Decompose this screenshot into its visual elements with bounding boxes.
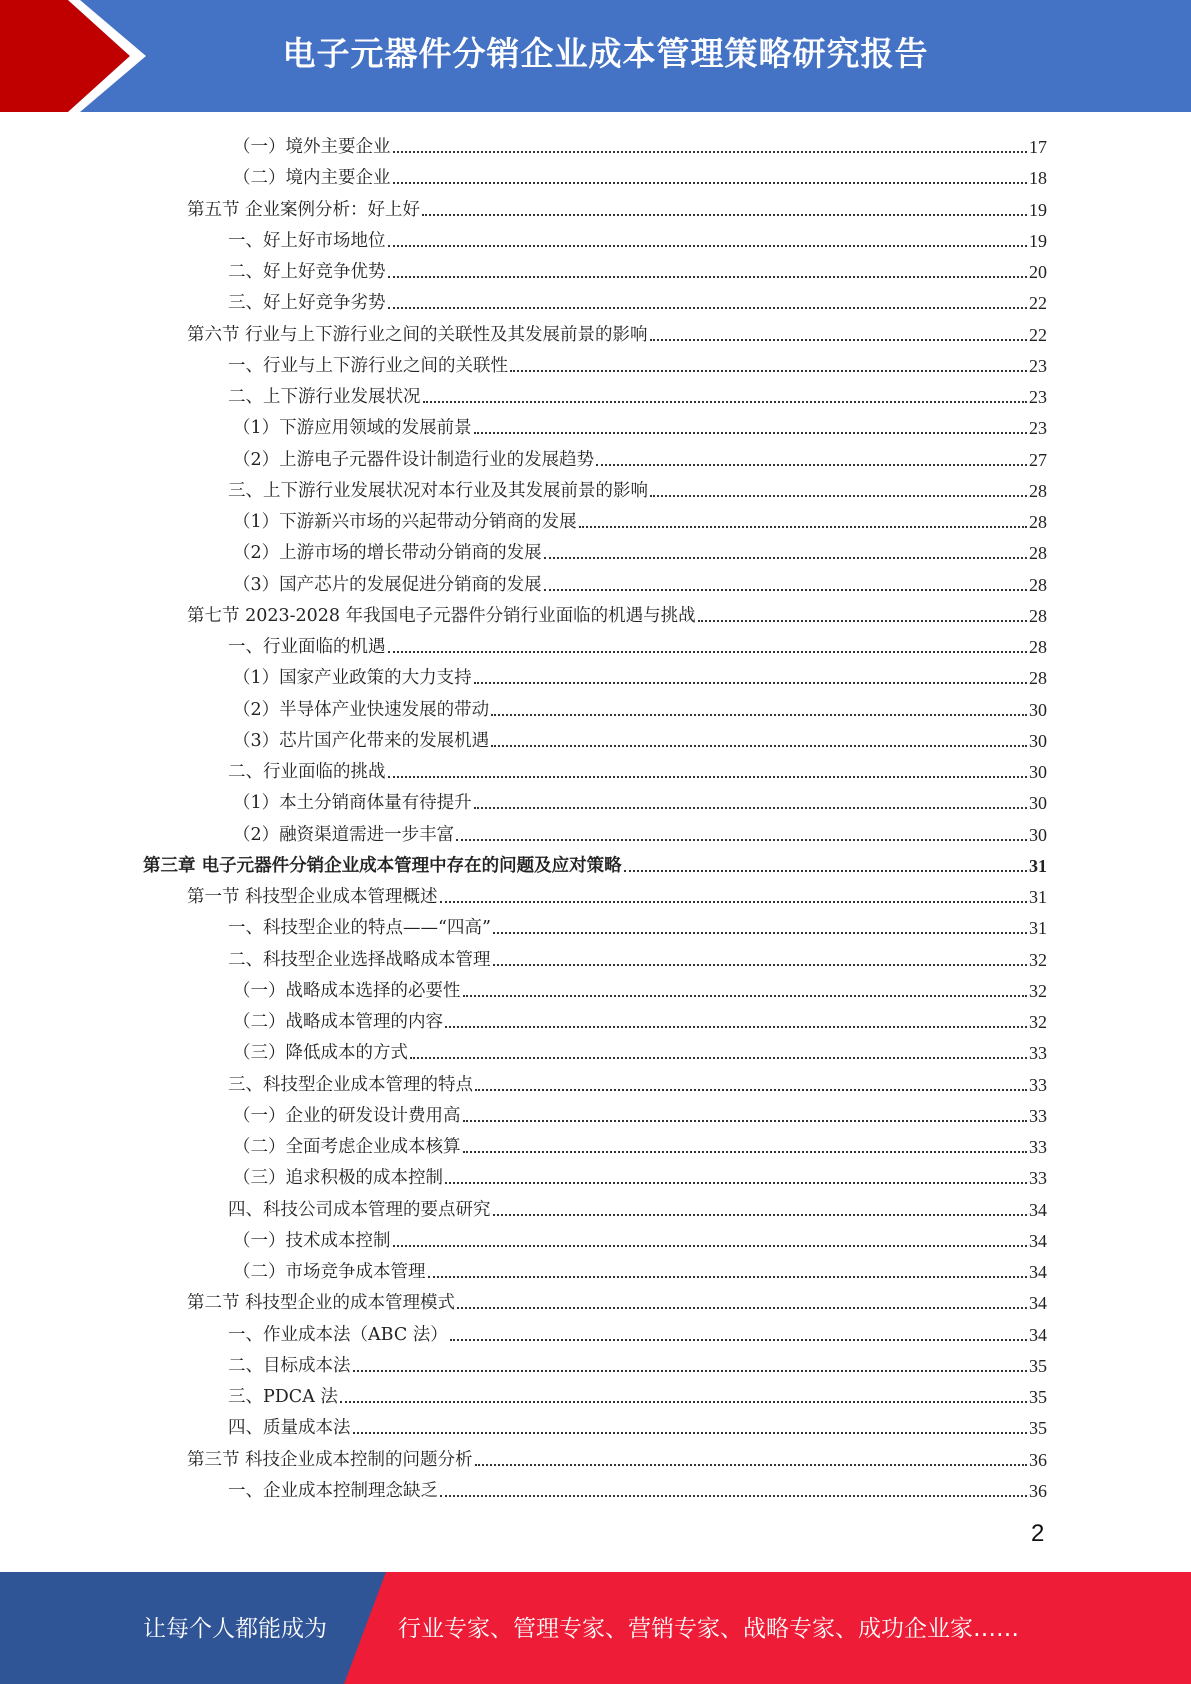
- toc-entry[interactable]: [228, 753, 1047, 783]
- page-number: 2: [1031, 1520, 1045, 1547]
- toc-entry-title: （二）战略成本管理的内容: [233, 1012, 443, 1032]
- toc-entry-title: 三、好上好竞争劣势: [228, 293, 386, 314]
- toc-entry-page: 30: [1029, 793, 1047, 814]
- toc-entry[interactable]: [233, 503, 1047, 533]
- toc-dot-leader: [388, 651, 1028, 653]
- toc-entry[interactable]: [228, 1191, 1047, 1221]
- toc-entry-title: 一、好上好市场地位: [228, 230, 386, 251]
- toc-entry-page: 28: [1029, 543, 1047, 564]
- toc-entry-title: 一、行业面临的机遇: [228, 637, 386, 657]
- toc-entry[interactable]: [228, 1316, 1047, 1346]
- toc-entry-title: （3）芯片国产化带来的发展机遇: [233, 730, 490, 751]
- toc-entry[interactable]: [233, 1097, 1047, 1127]
- toc-entry-page: 28: [1029, 574, 1047, 595]
- toc-entry-title: （1）本土分销商体量有待提升: [233, 793, 472, 814]
- toc-section-entry[interactable]: [187, 1441, 1047, 1471]
- toc-entry[interactable]: [228, 909, 1047, 939]
- toc-entry-page: 28: [1029, 605, 1047, 626]
- toc-dot-leader: [463, 1120, 1028, 1122]
- toc-entry[interactable]: [233, 1253, 1047, 1283]
- toc-dot-leader: [457, 1307, 1027, 1309]
- toc-dot-leader: [474, 682, 1027, 684]
- toc-entry[interactable]: [233, 784, 1047, 814]
- toc-entry-page: 32: [1029, 980, 1047, 1001]
- toc-entry-page: 36: [1029, 1480, 1047, 1501]
- toc-entry-title: 一、作业成本法（ABC 法）: [228, 1324, 448, 1345]
- toc-entry[interactable]: [233, 409, 1047, 439]
- toc-entry-title: 第七节 2023-2028 年我国电子元器件分销行业面临的机遇与挑战: [187, 605, 696, 626]
- toc-entry-page: 30: [1029, 762, 1047, 782]
- toc-entry[interactable]: [233, 1034, 1047, 1064]
- toc-entry[interactable]: [228, 472, 1047, 502]
- toc-dot-leader: [491, 745, 1027, 747]
- toc-dot-leader: [388, 307, 1028, 309]
- toc-entry[interactable]: [233, 534, 1047, 564]
- toc-entry-page: 17: [1029, 137, 1047, 157]
- footer-banner: [0, 1572, 1191, 1684]
- toc-entry[interactable]: [228, 1472, 1047, 1502]
- toc-entry-title: （1）国家产业政策的大力支持: [233, 668, 472, 689]
- toc-entry[interactable]: [228, 1066, 1047, 1096]
- toc-section-entry[interactable]: [187, 316, 1047, 346]
- toc-dot-leader: [393, 1245, 1028, 1247]
- toc-dot-leader: [579, 526, 1027, 528]
- toc-entry-page: 33: [1029, 1074, 1047, 1095]
- toc-entry[interactable]: [233, 1128, 1047, 1158]
- toc-entry[interactable]: [233, 816, 1047, 846]
- footer-slogan-left: 让每个人都能成为: [143, 1616, 327, 1642]
- toc-dot-leader: [650, 339, 1027, 341]
- toc-entry-title: 第三节 科技企业成本控制的问题分析: [187, 1449, 473, 1470]
- toc-entry[interactable]: [228, 1378, 1047, 1408]
- toc-dot-leader: [544, 589, 1027, 591]
- toc-entry-page: 28: [1029, 637, 1047, 657]
- toc-entry-page: 19: [1029, 199, 1047, 220]
- toc-entry-title: （1）下游应用领域的发展前景: [233, 418, 472, 439]
- toc-dot-leader: [353, 1370, 1028, 1372]
- toc-entry[interactable]: [228, 1409, 1047, 1439]
- toc-dot-leader: [450, 1339, 1027, 1341]
- toc-entry-page: 23: [1029, 418, 1047, 439]
- toc-dot-leader: [353, 1432, 1028, 1434]
- toc-section-entry[interactable]: [187, 597, 1047, 627]
- toc-entry-title: （一）技术成本控制: [233, 1230, 391, 1251]
- toc-entry-title: （二）境内主要企业: [233, 168, 391, 189]
- toc-entry-page: 22: [1029, 324, 1047, 345]
- toc-dot-leader: [493, 964, 1028, 966]
- toc-entry-page: 30: [1029, 824, 1047, 845]
- toc-entry[interactable]: [233, 441, 1047, 471]
- toc-entry[interactable]: [233, 659, 1047, 689]
- toc-dot-leader: [388, 245, 1028, 247]
- toc-entry-page: 30: [1029, 699, 1047, 720]
- toc-entry-page: 28: [1029, 668, 1047, 689]
- toc-entry-title: 二、行业面临的挑战: [228, 762, 386, 782]
- toc-dot-leader: [340, 1401, 1027, 1403]
- toc-entry-title: 二、上下游行业发展状况: [228, 387, 421, 407]
- report-title: 电子元器件分销企业成本管理策略研究报告: [282, 34, 929, 73]
- toc-entry-title: 三、上下游行业发展状况对本行业及其发展前景的影响: [228, 480, 648, 501]
- toc-dot-leader: [463, 995, 1028, 997]
- toc-entry[interactable]: [228, 253, 1047, 283]
- toc-entry-page: 34: [1029, 1199, 1047, 1220]
- footer-slogan-right: 行业专家、管理专家、营销专家、战略专家、成功企业家……: [398, 1616, 1019, 1642]
- toc-entry-title: 一、科技型企业的特点——“四高”: [228, 918, 491, 939]
- toc-entry-page: 31: [1029, 887, 1047, 907]
- toc-entry[interactable]: [233, 691, 1047, 721]
- toc-entry-title: 四、科技公司成本管理的要点研究: [228, 1199, 491, 1220]
- toc-entry-page: 22: [1029, 293, 1047, 314]
- toc-entry-title: （2）融资渠道需进一步丰富: [233, 824, 455, 845]
- toc-entry-title: 三、科技型企业成本管理的特点: [228, 1074, 473, 1095]
- toc-entry-page: 33: [1029, 1043, 1047, 1064]
- toc-entry[interactable]: [233, 722, 1047, 752]
- toc-entry-page: 33: [1029, 1168, 1047, 1189]
- toc-dot-leader: [510, 370, 1027, 372]
- toc-dot-leader: [474, 432, 1027, 434]
- toc-entry-page: 28: [1029, 480, 1047, 501]
- toc-entry-title: （3）国产芯片的发展促进分销商的发展: [233, 574, 542, 595]
- report-header: [0, 0, 1191, 112]
- toc-entry-page: 32: [1029, 949, 1047, 970]
- toc-dot-leader: [410, 1057, 1027, 1059]
- toc-entry-page: 32: [1029, 1012, 1047, 1032]
- toc-dot-leader: [456, 839, 1027, 841]
- toc-dot-leader: [440, 1495, 1027, 1497]
- toc-entry-title: 二、好上好竞争优势: [228, 262, 386, 282]
- toc-dot-leader: [650, 495, 1027, 497]
- toc-dot-leader: [423, 401, 1028, 403]
- toc-entry[interactable]: [233, 566, 1047, 596]
- toc-entry-title: 四、质量成本法: [228, 1418, 351, 1439]
- toc-entry-page: 31: [1029, 855, 1047, 876]
- toc-entry-title: 第六节 行业与上下游行业之间的关联性及其发展前景的影响: [187, 324, 648, 345]
- toc-entry-title: （1）下游新兴市场的兴起带动分销商的发展: [233, 512, 577, 532]
- toc-entry-title: 一、行业与上下游行业之间的关联性: [228, 355, 508, 376]
- toc-entry-page: 27: [1029, 449, 1047, 470]
- toc-dot-leader: [544, 557, 1027, 559]
- toc-dot-leader: [475, 1464, 1027, 1466]
- toc-entry-page: 23: [1029, 387, 1047, 407]
- toc-dot-leader: [463, 1151, 1028, 1153]
- toc-entry-page: 34: [1029, 1293, 1047, 1314]
- toc-entry-page: 34: [1029, 1262, 1047, 1282]
- toc-entry-title: （二）全面考虑企业成本核算: [233, 1137, 461, 1157]
- toc-entry-title: 第三章 电子元器件分销企业成本管理中存在的问题及应对策略: [143, 855, 622, 876]
- toc-dot-leader: [388, 276, 1028, 278]
- toc-entry-page: 36: [1029, 1449, 1047, 1470]
- toc-entry-page: 33: [1029, 1137, 1047, 1157]
- toc-entry[interactable]: [228, 1347, 1047, 1377]
- toc-section-entry[interactable]: [187, 1284, 1047, 1314]
- toc-entry-title: （一）企业的研发设计费用高: [233, 1105, 461, 1126]
- toc-entry-title: 二、科技型企业选择战略成本管理: [228, 949, 491, 970]
- toc-entry-title: （三）降低成本的方式: [233, 1043, 408, 1064]
- toc-entry-page: 34: [1029, 1324, 1047, 1345]
- toc-entry-title: 第五节 企业案例分析：好上好: [187, 199, 421, 220]
- toc-dot-leader: [475, 1089, 1027, 1091]
- toc-entry[interactable]: [233, 128, 1047, 158]
- toc-entry[interactable]: [228, 628, 1047, 658]
- toc-dot-leader: [393, 151, 1028, 153]
- toc-entry-title: 二、目标成本法: [228, 1355, 351, 1376]
- toc-entry-page: 33: [1029, 1105, 1047, 1126]
- toc-entry[interactable]: [228, 222, 1047, 252]
- toc-entry-page: 28: [1029, 512, 1047, 532]
- toc-entry[interactable]: [233, 159, 1047, 189]
- toc-entry-title: 三、PDCA 法: [228, 1387, 338, 1407]
- toc-dot-leader: [491, 714, 1027, 716]
- toc-entry-page: 30: [1029, 730, 1047, 751]
- toc-entry-title: （一）战略成本选择的必要性: [233, 980, 461, 1001]
- toc-dot-leader: [428, 1276, 1028, 1278]
- toc-entry-title: （一）境外主要企业: [233, 137, 391, 157]
- toc-dot-leader: [624, 870, 1027, 872]
- toc-dot-leader: [493, 1214, 1028, 1216]
- toc-dot-leader: [445, 1182, 1027, 1184]
- toc-entry-page: 34: [1029, 1230, 1047, 1251]
- toc-section-entry[interactable]: [187, 191, 1047, 221]
- toc-entry-page: 35: [1029, 1355, 1047, 1376]
- toc-entry-title: 第二节 科技型企业的成本管理模式: [187, 1293, 456, 1314]
- toc-entry-page: 20: [1029, 262, 1047, 282]
- toc-section-entry[interactable]: [187, 878, 1047, 908]
- toc-dot-leader: [393, 182, 1028, 184]
- toc-entry-page: 19: [1029, 230, 1047, 251]
- toc-entry[interactable]: [233, 1222, 1047, 1252]
- toc-entry-title: 一、企业成本控制理念缺乏: [228, 1480, 438, 1501]
- toc-dot-leader: [474, 807, 1027, 809]
- toc-dot-leader: [493, 932, 1027, 934]
- toc-entry-page: 35: [1029, 1387, 1047, 1407]
- toc-dot-leader: [440, 901, 1027, 903]
- toc-dot-leader: [596, 464, 1027, 466]
- toc-entry-page: 35: [1029, 1418, 1047, 1439]
- toc-entry-page: 18: [1029, 168, 1047, 189]
- toc-entry[interactable]: [228, 284, 1047, 314]
- toc-entry[interactable]: [228, 347, 1047, 377]
- toc-entry[interactable]: [228, 378, 1047, 408]
- toc-entry-title: （二）市场竞争成本管理: [233, 1262, 426, 1282]
- toc-entry-title: （2）上游电子元器件设计制造行业的发展趋势: [233, 449, 595, 470]
- toc-entry-page: 23: [1029, 355, 1047, 376]
- toc-dot-leader: [445, 1026, 1027, 1028]
- toc-dot-leader: [698, 620, 1027, 622]
- toc-dot-leader: [422, 214, 1027, 216]
- toc-entry-title: （2）半导体产业快速发展的带动: [233, 699, 490, 720]
- toc-entry[interactable]: [233, 972, 1047, 1002]
- toc-chapter-entry[interactable]: [143, 847, 1047, 877]
- toc-entry-page: 31: [1029, 918, 1047, 939]
- toc-entry-title: 第一节 科技型企业成本管理概述: [187, 887, 438, 907]
- toc-entry[interactable]: [228, 941, 1047, 971]
- toc-dot-leader: [388, 776, 1028, 778]
- toc-entry[interactable]: [233, 1159, 1047, 1189]
- toc-entry-title: （2）上游市场的增长带动分销商的发展: [233, 543, 542, 564]
- toc-entry[interactable]: [233, 1003, 1047, 1033]
- toc-entry-title: （三）追求积极的成本控制: [233, 1168, 443, 1189]
